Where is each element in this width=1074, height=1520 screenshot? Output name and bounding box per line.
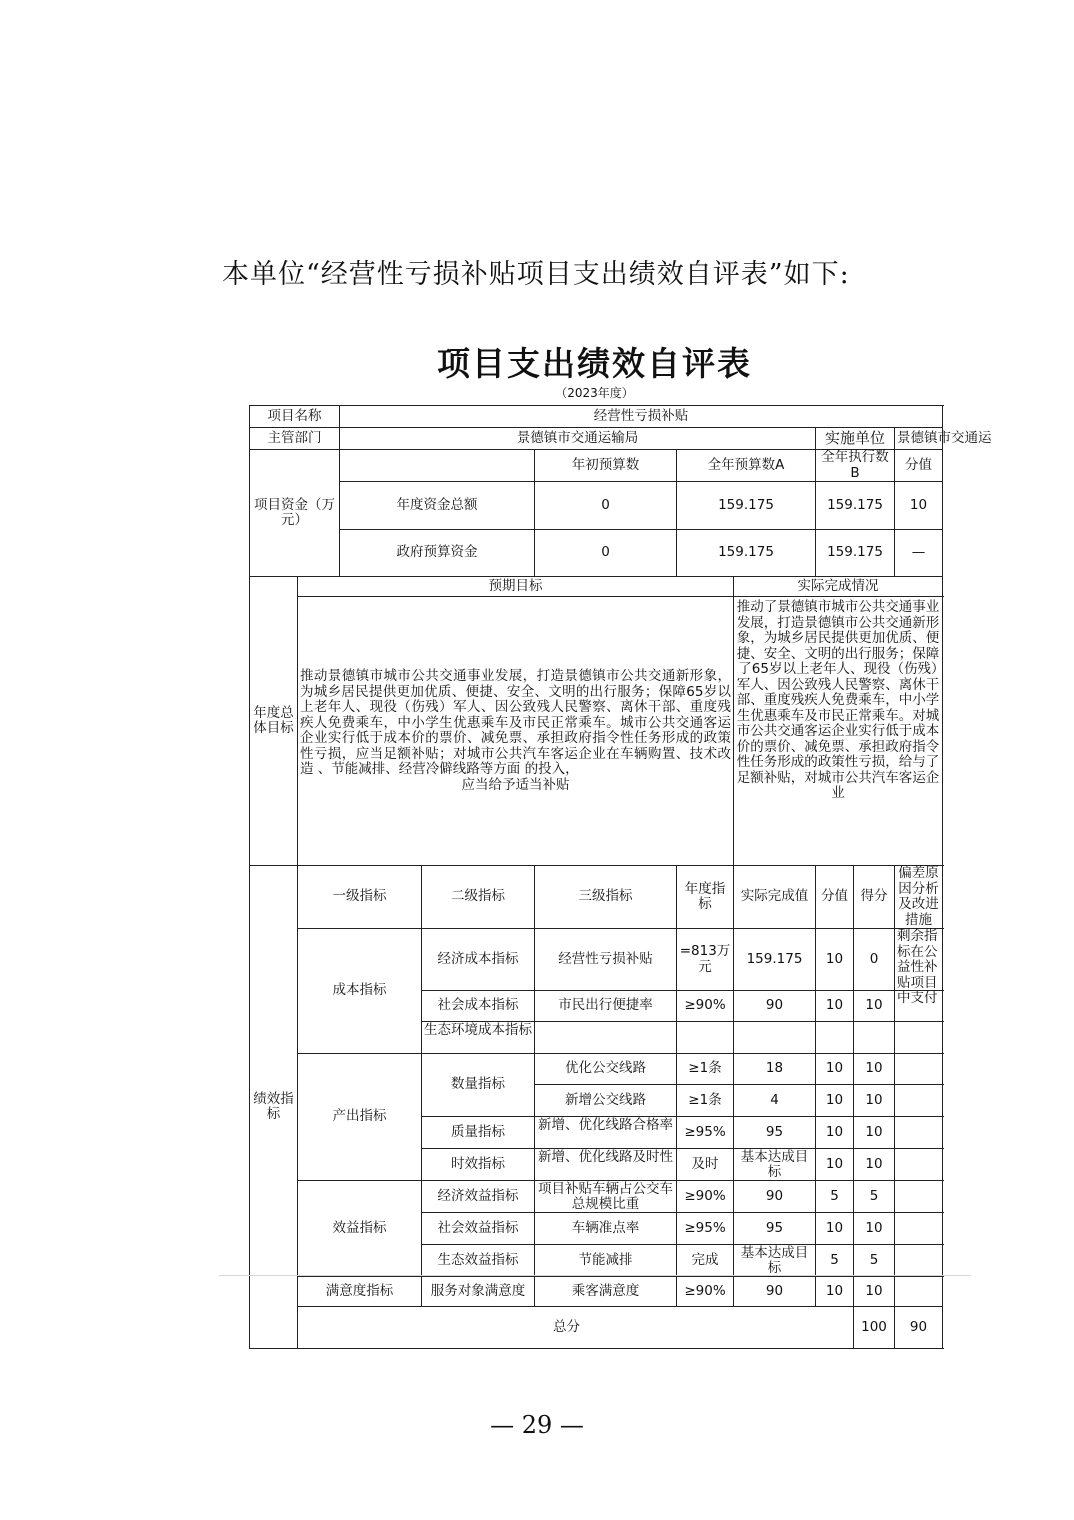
indicators-header-row xyxy=(250,866,943,929)
project-name: 经营性亏损补贴 xyxy=(340,406,943,428)
total-value: 100 xyxy=(854,1307,895,1349)
indicator-actual: 基本达成目标 xyxy=(734,1245,816,1277)
indicator-deviation xyxy=(895,1054,943,1085)
indicator-value: 10 xyxy=(816,991,854,1022)
page-number: — 29 — xyxy=(490,1411,584,1439)
indicator-actual: 159.175 xyxy=(734,929,816,991)
department-label: 主管部门 xyxy=(250,428,340,450)
indicator-score: 10 xyxy=(854,991,895,1022)
indicator-deviation xyxy=(895,1213,943,1245)
indicator-deviation: 剩余指标在公益性补贴项目中支付 xyxy=(895,929,943,991)
indicator-row xyxy=(250,1277,943,1307)
indicator-target: =813万元 xyxy=(677,929,734,991)
indicator-actual: 基本达成目标 xyxy=(734,1149,816,1181)
indicator-value: 10 xyxy=(816,1085,854,1117)
funds-total-value: 10 xyxy=(895,482,943,530)
implementing-unit: 景德镇市交通运 xyxy=(895,428,943,450)
header-level2: 二级指标 xyxy=(422,866,535,929)
indicator-actual: 95 xyxy=(734,1213,816,1245)
indicator-score: 5 xyxy=(854,1181,895,1213)
indicator-value xyxy=(816,1022,854,1054)
level2-social-benefit: 社会效益指标 xyxy=(422,1213,535,1245)
goals-header-row xyxy=(250,577,943,597)
level2-social-cost: 社会成本指标 xyxy=(422,991,535,1022)
level2-economic-cost: 经济成本指标 xyxy=(422,929,535,991)
indicator-value: 10 xyxy=(816,1149,854,1181)
indicator-deviation xyxy=(895,1117,943,1149)
group-output: 产出指标 xyxy=(298,1054,422,1181)
indicator-name: 车辆准点率 xyxy=(535,1213,677,1245)
funds-gov-row xyxy=(250,529,943,577)
indicator-target: ≥95% xyxy=(677,1213,734,1245)
col-executed: 全年执行数B xyxy=(816,450,895,482)
indicator-name xyxy=(535,1022,677,1054)
header-level3: 三级指标 xyxy=(535,866,677,929)
project-name-label: 项目名称 xyxy=(250,406,340,428)
group-cost: 成本指标 xyxy=(298,929,422,1054)
funds-total-initial: 0 xyxy=(535,482,677,530)
col-score-value: 分值 xyxy=(895,450,943,482)
indicator-actual: 18 xyxy=(734,1054,816,1085)
total-label: 总分 xyxy=(298,1307,854,1349)
funds-gov-full: 159.175 xyxy=(677,529,816,577)
col-full-budget: 全年预算数A xyxy=(677,450,816,482)
indicator-deviation xyxy=(895,1085,943,1117)
indicator-value: 10 xyxy=(816,929,854,991)
funds-gov-label: 政府预算资金 xyxy=(340,529,535,577)
performance-indicators-label: 绩效指标 xyxy=(250,866,298,1349)
indicator-name: 新增、优化线路及时性 xyxy=(535,1149,677,1181)
department: 景德镇市交通运输局 xyxy=(340,428,816,450)
indicator-target: ≥1条 xyxy=(677,1054,734,1085)
expected-goal-text: 推动景德镇市城市公共交通事业发展，打造景德镇市公共交通新形象，为城乡居民提供更加优质、便捷、安全、文明的出行服务；保障65岁以上老年人、现役（伤残）军人、因公致残人民警察、离休干部、重度残疾人免费乘车，中小学生优惠乘车及市民正常乘车。城市公共交通客运企业实行低于成本价的票价、减免票、承担政府指令性任务形成的政策性亏损，应当足额补贴；对城市公共汽车客运企业在车辆购置、技术改造 、节能减排、经营冷僻线路等方面 的投入， 应当给予适当补贴 xyxy=(298,597,734,866)
indicator-name: 新增公交线路 xyxy=(535,1085,677,1117)
indicator-score: 10 xyxy=(854,1213,895,1245)
group-satisfaction: 满意度指标 xyxy=(298,1277,422,1307)
table-year: （2023年度） xyxy=(555,386,634,400)
expected-goal-header: 预期目标 xyxy=(298,577,734,597)
indicator-target: ≥95% xyxy=(677,1117,734,1149)
funds-header-row xyxy=(250,450,943,482)
intro-sentence: 本单位“经营性亏损补贴项目支出绩效自评表”如下: xyxy=(222,259,850,290)
indicator-name: 市民出行便捷率 xyxy=(535,991,677,1022)
indicator-deviation xyxy=(895,1277,943,1307)
funds-total-full: 159.175 xyxy=(677,482,816,530)
indicator-score: 10 xyxy=(854,1085,895,1117)
indicator-value: 10 xyxy=(816,1277,854,1307)
indicator-name: 项目补贴车辆占公交车总规模比重 xyxy=(535,1181,677,1213)
page-divider xyxy=(219,1275,971,1276)
total-row xyxy=(250,1307,943,1349)
indicator-deviation xyxy=(895,1149,943,1181)
level2-eco-benefit: 生态效益指标 xyxy=(422,1245,535,1277)
level2-quantity: 数量指标 xyxy=(422,1054,535,1117)
indicator-name: 优化公交线路 xyxy=(535,1054,677,1085)
indicator-actual: 4 xyxy=(734,1085,816,1117)
indicator-target: 及时 xyxy=(677,1149,734,1181)
funds-gov-value: — xyxy=(895,529,943,577)
indicator-score xyxy=(854,1022,895,1054)
indicator-deviation xyxy=(895,1181,943,1213)
actual-completion-text: 推动了景德镇市城市公共交通事业发展，打造景德镇市公共交通新形象，为城乡居民提供更加优质、便捷、安全、文明的出行服务；保障了65岁以上老年人、现役（伤残）军人、因公致残人民警察、离休干部、重度残疾人免费乘车，中小学生优惠乘车及市民正常乘车。对城市公共交通客运企业实行低于成本价的票价、减免票、承担政府指令性任务形成的政策性亏损，给与了足额补贴，对城市公共汽车客运企业 xyxy=(734,597,943,866)
total-score: 90 xyxy=(895,1307,943,1349)
indicator-target: ≥90% xyxy=(677,1277,734,1307)
indicator-name: 新增、优化线路合格率 xyxy=(535,1117,677,1149)
indicator-value: 10 xyxy=(816,1117,854,1149)
funds-total-row xyxy=(250,482,943,530)
header-value: 分值 xyxy=(816,866,854,929)
indicator-name: 经营性亏损补贴 xyxy=(535,929,677,991)
indicator-score: 10 xyxy=(854,1054,895,1085)
indicator-target: 完成 xyxy=(677,1245,734,1277)
department-row xyxy=(250,428,943,450)
indicator-row xyxy=(250,1181,943,1213)
col-initial-budget: 年初预算数 xyxy=(535,450,677,482)
funds-label: 项目资金（万元） xyxy=(250,450,340,577)
indicator-value: 10 xyxy=(816,1213,854,1245)
indicator-value: 10 xyxy=(816,1054,854,1085)
indicator-actual: 95 xyxy=(734,1117,816,1149)
level2-quality: 质量指标 xyxy=(422,1117,535,1149)
indicator-score: 10 xyxy=(854,1277,895,1307)
indicator-value: 5 xyxy=(816,1181,854,1213)
indicator-target: ≥90% xyxy=(677,1181,734,1213)
goals-content-row xyxy=(250,597,943,866)
indicator-name: 乘客满意度 xyxy=(535,1277,677,1307)
level2-economic-benefit: 经济效益指标 xyxy=(422,1181,535,1213)
indicator-actual xyxy=(734,1022,816,1054)
funds-gov-exec: 159.175 xyxy=(816,529,895,577)
funds-total-exec: 159.175 xyxy=(816,482,895,530)
level2-service: 服务对象满意度 xyxy=(422,1277,535,1307)
indicator-name: 节能减排 xyxy=(535,1245,677,1277)
actual-completion-header: 实际完成情况 xyxy=(734,577,943,597)
header-level1: 一级指标 xyxy=(298,866,422,929)
indicator-actual: 90 xyxy=(734,991,816,1022)
indicator-row xyxy=(250,929,943,991)
table-title: 项目支出绩效自评表 xyxy=(437,344,752,383)
indicator-target: ≥90% xyxy=(677,991,734,1022)
implementing-unit-label: 实施单位 xyxy=(816,428,895,450)
header-deviation: 偏差原因分析及改进措施 xyxy=(895,866,943,929)
indicator-score: 10 xyxy=(854,1117,895,1149)
indicator-deviation xyxy=(895,1022,943,1054)
indicator-value: 5 xyxy=(816,1245,854,1277)
indicator-score: 0 xyxy=(854,929,895,991)
header-score: 得分 xyxy=(854,866,895,929)
indicator-score: 5 xyxy=(854,1245,895,1277)
indicator-score: 10 xyxy=(854,1149,895,1181)
indicator-deviation xyxy=(895,1245,943,1277)
annual-goal-label: 年度总体目标 xyxy=(250,577,298,866)
header-target: 年度指标 xyxy=(677,866,734,929)
project-name-row xyxy=(250,406,943,428)
level2-timeliness: 时效指标 xyxy=(422,1149,535,1181)
evaluation-table xyxy=(249,405,992,1349)
indicator-actual: 90 xyxy=(734,1181,816,1213)
indicator-actual: 90 xyxy=(734,1277,816,1307)
level2-eco-cost: 生态环境成本指标 xyxy=(422,1022,535,1054)
indicator-target: ≥1条 xyxy=(677,1085,734,1117)
group-benefit: 效益指标 xyxy=(298,1181,422,1277)
expected-goal-last-line: 应当给予适当补贴 xyxy=(461,776,570,793)
indicator-target xyxy=(677,1022,734,1054)
funds-total-label: 年度资金总额 xyxy=(340,482,535,530)
indicator-row xyxy=(250,1054,943,1085)
header-actual: 实际完成值 xyxy=(734,866,816,929)
funds-gov-initial: 0 xyxy=(535,529,677,577)
